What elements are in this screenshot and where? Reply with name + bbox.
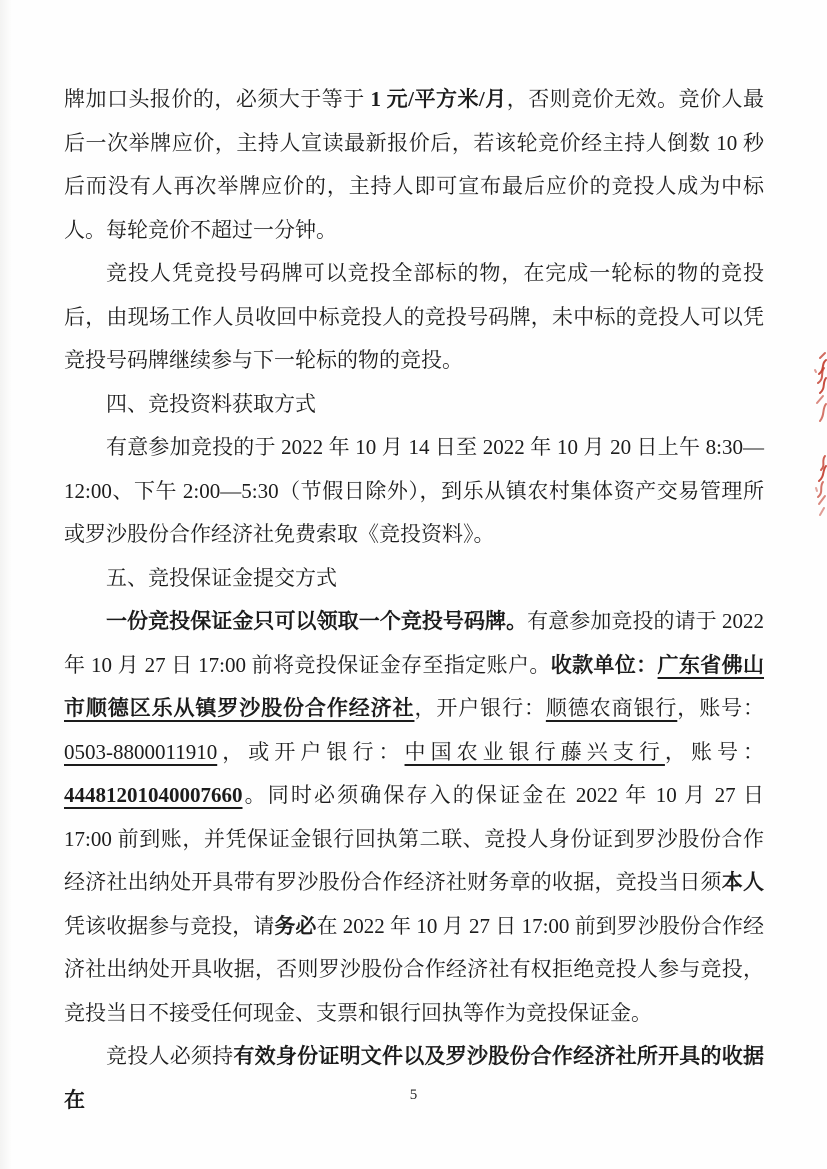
text-segment: 凭该收据参与竞投，请: [64, 913, 275, 938]
red-seal-fragment-lower: [812, 452, 827, 520]
text-segment: 1 元/平方米/月: [370, 87, 507, 111]
heading-section-4: [64, 383, 764, 427]
scan-edge-shading: [0, 0, 12, 1169]
text-segment: 牌加口头报价的，必须大于等于: [64, 87, 371, 111]
text-segment: 有意参加竞投的请于 2022 年 10 月 27 日 17:00 前将竞投保证金存至指定账户。: [64, 609, 765, 677]
text-segment: 顺德农商银行: [545, 696, 678, 720]
text-segment: ，账号：: [664, 739, 765, 764]
text-segment: 广东省佛山市顺德区乐从镇罗沙股份合作经济社: [64, 652, 765, 720]
red-seal-fragment-upper: [812, 350, 827, 426]
heading-section-5: [64, 557, 764, 601]
text-segment: 在 2022 年 10 月 27 日 17:00 前到罗沙股份合作经济社出纳处开具收据，否则罗沙股份合作经济社有权拒绝竞投人参与竞投，竞投当日不接受任何现金、支票和银行回执等作为竞投保证金。: [64, 913, 765, 1025]
text-segment: 44481201040007660: [64, 783, 243, 807]
paragraph-bidding-rules: [64, 78, 764, 252]
text-segment: 竞投人凭竞投号码牌可以竞投全部标的物，在完成一轮标的物的竞投后，由现场工作人员收回中标竞投人的竞投号码牌，未中标的竞投人可以凭竞投号码牌继续参与下一轮标的物的竞投。: [64, 261, 764, 372]
paragraph-deposit: [64, 600, 764, 1035]
text-segment: 0503-8800011910: [64, 739, 218, 764]
text-segment: ，或开户银行：: [217, 739, 405, 764]
text-segment: 有意参加竞投的于 2022 年 10 月 14 日至 2022 年 10 月 20 日上午 8:30—12:00、下午 2:00—5:30（节假日除外），到乐从镇农村集体资产交易管理所或罗沙股份合作经济社免费索取《竞投资料》。: [64, 435, 764, 546]
text-segment: 。同时必须确保存入的保证金在 2022 年 10 月 27 日 17:00 前到账，并凭保证金银行回执第二联、竞投人身份证到罗沙股份合作经济社出纳处开具带有罗沙股份合作经济社财务章的收据，竞投当日须: [64, 783, 764, 894]
text-segment: 本人: [721, 870, 764, 894]
text-segment: 收款单位：: [550, 652, 658, 677]
text-segment: 五、竞投保证金提交方式: [106, 565, 337, 590]
text-segment: ，开户银行：: [414, 696, 546, 720]
text-segment: 中国农业银行藤兴支行: [404, 739, 665, 764]
text-segment: 四、竞投资料获取方式: [106, 391, 316, 416]
text-segment: ，账号：: [677, 696, 765, 720]
paragraph-material-obtain: [64, 426, 764, 557]
paragraph-number-plate: [64, 252, 764, 383]
text-segment: 竞投人必须持: [106, 1044, 234, 1068]
text-segment: ，否则竞价无效。竞价人最后一次举牌应价，主持人宣读最新报价后，若该轮竞价经主持人倒数 10 秒后而没有人再次举牌应价的，主持人即可宣布最后应价的竞投人成为中标人。每轮竞价不超过一分钟。: [64, 87, 765, 242]
document-body-text: [64, 78, 764, 1122]
text-segment: 有效身份证明文件以及罗沙股份合作经济社所开具的收据在: [64, 1044, 765, 1112]
text-segment: 务必: [274, 913, 317, 938]
paragraph-identity-receipt: [64, 1035, 764, 1122]
text-segment: 一份竞投保证金只可以领取一个竞投号码牌。: [106, 609, 528, 633]
page-number: 5: [409, 1087, 418, 1103]
